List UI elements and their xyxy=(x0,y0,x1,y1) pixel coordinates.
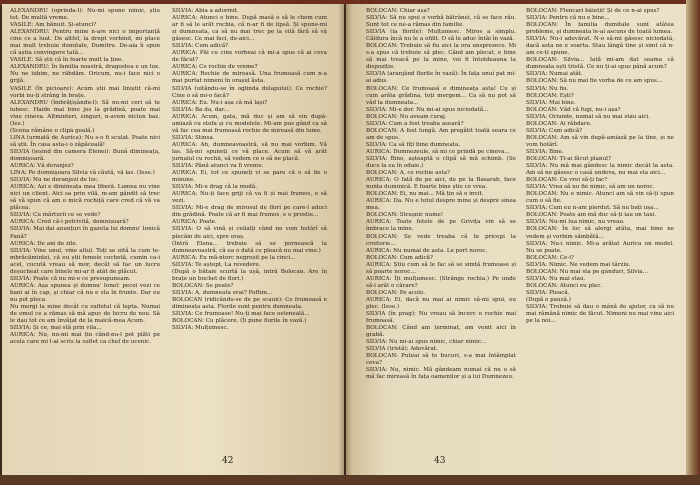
dialogue-line: AURICA: Toate fetele de pe Grivița vin să se îmbrace la mine. xyxy=(366,219,516,233)
book-binding-bottom xyxy=(0,475,700,485)
dialogue-line: AURICA: Nu-ți face griji că va fi și mai frumos, o să vezi. xyxy=(172,191,327,205)
dialogue-line: AURICA: Acum, gata, mă duc și am să vin după-amiază cu stofa și cu modelele. Mi-am pus gând ca să vă fac cea mai frumoasă rochie de mireasă din lume. xyxy=(172,113,327,134)
dialogue-line: SILVIA: Bine, așteaptă o clipă să mă schimb. (Se duce la ea în odaie.) xyxy=(366,155,516,170)
dialogue-line: SILVIA: Pleacă. xyxy=(526,289,570,296)
dialogue-line: AURICA: Nu numai de asta. Le port noroc. xyxy=(366,247,488,254)
dialogue-line: BOLOCAN: Chiar așa? xyxy=(366,8,430,14)
dialogue-line: AURICA: Nu, nu-mi mai țin când-nu-l pot plăti pe acela care mi l-ai scris la suflet ca chef de ucenic. xyxy=(10,332,160,346)
dialogue-line: VASILE: Să știi că în foarte mult la ține. xyxy=(10,57,124,64)
dialogue-line: VASILE: Am bănuit. Și-atunci? xyxy=(10,22,97,29)
dialogue-line: SILVIA: Nu fiu. xyxy=(526,85,569,92)
dialogue-line: (Intră Elena... trebuie să se pornească la dumneavoastră, că ea o dată ce pleacă nu mai vine.) xyxy=(172,240,327,254)
dialogue-line: AURICA: Știu cum să le fac să se simtă frumoase și să poarte noroc... xyxy=(366,261,516,275)
dialogue-line: SILVIA: Mi-e drag că la modă. xyxy=(172,184,258,191)
dialogue-line: BOLOCAN: Ai răbdare. xyxy=(526,120,592,127)
dialogue-line: SILVIA (ieșind din camera Elenei): Bună dimineața, domnișoară. xyxy=(10,148,160,162)
dialogue-line: BOLOCAN: Să nu mai fie vorba de ce am spus... xyxy=(526,78,663,85)
dialogue-line: SILVIA: Nu mi-ai spus nimic, chiar nimic... xyxy=(366,339,487,346)
dialogue-line: SILVIA: Mi-e drag de mirosul de flori pe care-l aduci din grădină. Poate că ar fi mai frumos, e o prostie... xyxy=(172,205,327,219)
dialogue-line: SILVIA: Cum eu n-am pierdut. Să nu bați ușa... xyxy=(526,205,659,212)
dialogue-line: LINA (urmată de Aurica): Nu s-o fi sculat. Poate nici să știi. În casa asta-i o zăpăceală! xyxy=(10,134,160,148)
dialogue-line: SILVIA: Oriunde, numai să nu mai stau aici. xyxy=(526,113,650,120)
dialogue-line: SILVIA: Și ce, mai stă prin vila... xyxy=(10,325,102,332)
dialogue-line: BOLOCAN: Flencari băieții! Și de ce n-ai spus? xyxy=(526,8,660,14)
dialogue-line: ALEXANDRU (îmbrățișându-l): Să nu-mi ceri să te iubesc. Haide mai bine jos la grădină, poate mai vine cineva. Altminteri, singuri, n-avem niciun haz. (Ies.) xyxy=(10,99,160,127)
dialogue-line: AURICA: Poate. xyxy=(172,219,217,226)
dialogue-line: BOLOCAN (ridicându-se de pe scaun): Ce frumoasă e dimineața asta. Florile sunt pentru dumneata. xyxy=(172,296,327,310)
dialogue-line: BOLOCAN: Trebuie să fiu aici la ora unsprezece. Mi s-a spus că trebuie să plec. Când am plecat, e bine să mai treacă pe la mine, voi fi întotdeauna la dispoziție. xyxy=(366,43,516,71)
dialogue-line: SILVIA: Abia a adormit. xyxy=(172,8,239,14)
left-page-column-1 xyxy=(10,8,160,438)
left-page-column-2 xyxy=(172,8,327,438)
dialogue-line: SILVIA: Numai atât. xyxy=(526,71,583,78)
dialogue-line: AURICA: Azi e dimineața mea liberă. Lumea nu vine nici un client. Aici sa prin vilă, m-am gândit să trec să vă spun că am o mică rochiță care cred că vă va plăcea. xyxy=(10,184,160,212)
dialogue-line: BOLOCAN: Puteai să te bucuri, s-a mai întâmplat ceva? xyxy=(366,353,516,367)
dialogue-line: SILVIA (tristă): Adevărat. xyxy=(366,346,438,353)
dialogue-line: SILVIA (uitându-se în oglinda dulapului): Ce rochie? Cine o să mi-o facă? xyxy=(172,85,327,99)
dialogue-line: SILVIA: Nu-i nimic. Mi-a arătat Aurica un model. Nu se poate. xyxy=(526,240,674,254)
dialogue-line: BOLOCAN: Nu aveam curaj. xyxy=(366,113,447,120)
dialogue-line: BOLOCAN: Am să vin după-amiază pe la tine, și ne vom hotărî. xyxy=(526,134,674,148)
dialogue-line: SILVIA: Poate că nu mi-e ce presupuneam. xyxy=(10,275,131,282)
dialogue-line: (După o pauză.) xyxy=(526,296,571,303)
dialogue-line: AURICA: Eu mă-ntorc negreșit pe la cinci... xyxy=(172,254,296,261)
dialogue-line: BOLOCAN: Văd că fugi, nu-i așa? xyxy=(526,106,621,113)
dialogue-line: BOLOCAN: Cum adică? xyxy=(366,254,433,261)
dialogue-line: SILVIA: Nu ne deranjezi de loc. xyxy=(10,177,99,184)
dialogue-line: AURICA: Vă deranjez? xyxy=(10,163,74,170)
right-page xyxy=(346,4,686,476)
dialogue-line: AURICA: Cred că-i potrivită, domnișoară? xyxy=(10,219,129,226)
dialogue-line: VASILE (în picioare): Acum știi mai liniștit că-mi vorbi nu-ți strâng în brațe. xyxy=(10,85,160,99)
dialogue-line: ALEXANDRU: În familia noastră, dragostea e un lux. Nu ne iubim, ne răbdăm. Oricum, nu-i face nici o grijă. xyxy=(10,64,160,85)
dialogue-line: SILVIA: Mai bine. xyxy=(526,99,576,106)
dialogue-line: SILVIA: Cu mărturii ce se vede? xyxy=(10,212,101,219)
dialogue-line: BOLOCAN: Se vede treaba că te pricepi la croitorie... xyxy=(366,233,516,247)
dialogue-line: ALEXANDRU (oprinda-l): Nu-mi spune nimic, știu tot. De multă vreme. xyxy=(10,8,160,22)
book-gutter xyxy=(338,4,352,476)
dialogue-line: SILVIA: Ba da, dar... xyxy=(172,106,230,113)
dialogue-line: BOLOCAN: Ei, nu mai... Mă țin să o invit. xyxy=(366,191,484,198)
dialogue-line: AURICA: Rochie de mireasă. Una frumoasă cum n-a mai purtat nimeni în orașul ăsta. xyxy=(172,71,327,85)
left-page-number: 42 xyxy=(222,456,234,466)
dialogue-line: AURICA: Dumnezeule, să mi ce prindă pe cineva... xyxy=(366,148,510,155)
dialogue-line: SILVIA: Cum adică? xyxy=(172,43,229,50)
dialogue-line: SILVIA: Pentru că nu e bine... xyxy=(526,15,610,22)
dialogue-line: AURICA: Ce rochie de vreme? xyxy=(172,64,258,71)
dialogue-line: SILVIA (ia florile): Mulțumesc. Miros a simplu. Căldura încă nu le a ofilit. O să le aduc întâi în vază. xyxy=(366,29,516,43)
dialogue-line: SILVIA: Bine. xyxy=(526,148,564,155)
dialogue-line: AURICA: Ah, dumneavoastră, să nu mai vorbim. Vă las. Să-mi spuneți ce vă place. Acum să vă arăt jurnalul cu rochii, să vedem ce o să ne placă. xyxy=(172,141,327,162)
dialogue-line: SILVIA: Nu-mi lua nimic, nu vreau. xyxy=(526,219,625,226)
dialogue-line: SILVIA: Nu, nimic. Mă gândeam numai că nu o să mă fac mireasă în fața oamenilor și a lui Dumnezeu. xyxy=(366,367,516,381)
dialogue-line: ALEXANDRU: Pentru mine n-are nici o importanță cine ce a luat. De altfel, la drept vorbind, mi place mai mult trebuie dumitale, Dumitru. De-aia îi spun că aștia convingere tată... xyxy=(10,29,160,57)
dialogue-line: AURICA: Da. Nu e totul despre mine și despre sinea mea. xyxy=(366,198,516,212)
dialogue-line: SILVIA: Mi-e dor. Nu mi-ai spus niciodată... xyxy=(366,106,489,113)
right-page-number: 43 xyxy=(434,456,446,466)
dialogue-line: BOLOCAN: A, ce rochie asta? xyxy=(366,170,451,177)
dialogue-line: BOLOCAN: Se poate? xyxy=(172,282,234,289)
dialogue-line: SILVIA: Te aștept. La revedere. xyxy=(172,261,261,268)
dialogue-line: SILVIA: Vine unul, vine altul. Toți se uită la cum te-mbrăcămintei, că eu știi femeie cochetă, cumin ca-i acel, cucută vreau să mor, decât să fac un lucru deșucheat care binele mi-ar fi atât de plăcut. xyxy=(10,247,160,275)
dialogue-line: SILVIA: Nu mai stau. xyxy=(526,275,586,282)
dialogue-line: SILVIA: Cum adică? xyxy=(526,127,583,134)
dialogue-line: AURICA: Ei, tot ce spuneți vi se pare că o să fie o minune. xyxy=(172,170,327,184)
dialogue-line: SILVIA (aranjând florile în vază): În fața unui pat mi-ai adus. xyxy=(366,71,516,85)
dialogue-line: SILVIA: Stinsa. xyxy=(172,134,215,141)
dialogue-line: SILVIA: Trebuie să dau o mână de ajutor, ca să nu mai rămână nimic de făcut. Nimeni nu mai vine aici pe la noi... xyxy=(526,303,674,325)
dialogue-line: AURICA: Păi cu cine vorbeai că mi-a spus că ai ceva de făcut? xyxy=(172,50,327,64)
dialogue-line: AURICA: Așa spunea și domnu' Ionel: pecei vezi ce bani ai în cap, și chiar că nu e sta în frunte. Dar eu nu pot pleca. xyxy=(10,282,160,303)
right-page-column-2 xyxy=(526,8,674,438)
dialogue-line: BOLOCAN: Nu e nimic. Atunci am să vin să-ți spun cum o să fie. xyxy=(526,191,674,205)
dialogue-line: AURICA: Eu. Nu-i așa că mă lași? xyxy=(172,99,268,106)
dialogue-line: AURICA: Îți mulțumesc. (Strânge rochia.) Pe unde să-i arăt o cărare? xyxy=(366,275,516,289)
dialogue-line: SILVIA: Nimic. Ne vedem mai târziu. xyxy=(526,261,631,268)
dialogue-line: LINA: Pe domnișoara Silvia vă căută, vă las. (Iese.) xyxy=(10,170,155,177)
dialogue-line: AURICA: De ani de zile. xyxy=(10,240,78,247)
dialogue-line: SILVIA: Mai dai anunțuri în gazeta lui domnu' Ionică Pană? xyxy=(10,226,160,240)
dialogue-line: SILVIA: Cum a fost treaba aseară? xyxy=(366,120,464,127)
dialogue-line: SILVIA: Mulțumesc. xyxy=(172,325,229,332)
dialogue-line: SILVIA: O să vină și ceilalți când ne vom hotărî să plecăm de aici, spre oraș. xyxy=(172,226,327,240)
dialogue-line: SILVIA: Vrea să nu fie nimic, să am un noroc. xyxy=(526,184,655,191)
dialogue-line: SILVIA (în prag): Nu vreau să încerc o rochie mai frumoasă. xyxy=(366,311,516,325)
dialogue-line: BOLOCAN: Poate am mă duc să-ți iau un taxi. xyxy=(526,212,656,219)
dialogue-line: BOLOCAN: Strașnic nume! xyxy=(366,212,444,219)
dialogue-line: AURICA: O fată de pe aici, de pe la Basarab, face nunta duminică. E foarte bine știe ce vrea. xyxy=(366,177,516,191)
dialogue-line: SILVIA: Ce frumoase! Nu-ți mai face osteneală... xyxy=(172,311,310,318)
dialogue-line: (Scena rămâne o clipă goală.) xyxy=(10,127,95,134)
dialogue-line: SILVIA: Până atunci va fi vreme. xyxy=(172,163,264,170)
right-page-column-1 xyxy=(366,8,516,438)
dialogue-line: BOLOCAN: În familia dumitale sunt atâtea probleme, și dumneata le-ai ascuns de toată lumea. xyxy=(526,22,674,36)
dialogue-line: BOLOCAN: Atunci eu plec. xyxy=(526,282,603,289)
dialogue-line: BOLOCAN: Ce-i? xyxy=(526,254,575,261)
dialogue-line: BOLOCAN: Pe acolo. xyxy=(366,289,426,296)
dialogue-line: AURICA: Atunci e bine. După masă o să le chem cum ar fi să le arăt rochia, că n-ar fi de lipsă. Și spune-mi și dumneata, ca să nu mai trec pe la vilă fără să vă găsesc. Ce mai faci, de-aici... xyxy=(172,15,327,43)
dialogue-line: BOLOCAN: Ți-ai făcut planul? xyxy=(526,155,611,162)
dialogue-line: SILVIA: Să nu spui o vorbă bătrânei, că se face rău. Sunt tot ce ne-a rămas din familie. xyxy=(366,15,516,29)
left-page xyxy=(2,4,344,476)
book-edge xyxy=(686,0,700,485)
dialogue-line: BOLOCAN: Nu mai sta pe gânduri, Silvia... xyxy=(526,268,648,275)
dialogue-line: BOLOCAN: A fost lungă. Am pregătit toată seara ce am de spus. xyxy=(366,127,516,141)
dialogue-line: SILVIA: A, dumneata erai? Poftim... xyxy=(172,289,273,296)
dialogue-line: BOLOCAN: În loc să alergi atâta, mai bine ne vedem și vorbim sâmbătă... xyxy=(526,226,674,240)
dialogue-line: BOLOCAN: Când am terminat, am venit aici în grabă. xyxy=(366,325,516,339)
dialogue-line: SILVIA: Nu mă mai gândesc la nimic decât la asta. Am să ne găsesc o casă undeva, nu mai sta aici... xyxy=(526,163,674,177)
dialogue-line: Nu mergi la mine decât cu sufletul că lupta. Numai de omul ce a rămas să mă apuc de lucru de nou. Să le dau tot ce am învățat de la maică-mea Acum. xyxy=(10,303,160,325)
dialogue-line: BOLOCAN: Cu plăcere. (Îi pune florile în vază.) xyxy=(172,318,307,325)
dialogue-line: (După o bătaie scurtă la ușă, intră Bolocan. Are în brațe un buchet de flori.) xyxy=(172,268,327,282)
dialogue-line: BOLOCAN: Ce vrei să-ți fac? xyxy=(526,177,608,184)
dialogue-line: BOLOCAN: Silvia... Iată mi-am dat seama că dumneata ești tristă. Ce nu ți-ai spus până acum? xyxy=(526,57,674,71)
dialogue-line: BOLOCAN: Ești? xyxy=(526,92,574,99)
dialogue-line: SILVIA: Ca să fiți bine dumneata. xyxy=(366,141,461,148)
dialogue-line: SILVIA: Nu-i adevărat. N-o să-mi găsesc niciodată, dacă asta ne e soarta. Stau lângă tine și simt că n-am ce-ți spune. xyxy=(526,36,674,57)
dialogue-line: BOLOCAN: Ce frumoasă e dimineața asta! Cu și cum arăta grădina, toți mergem... Ca să nu pot să văd la dumneata... xyxy=(366,85,516,106)
dialogue-line: AURICA: Ei, dacă nu mai ai nimic să-mi spui, eu plec. (Iese.) xyxy=(366,296,516,310)
